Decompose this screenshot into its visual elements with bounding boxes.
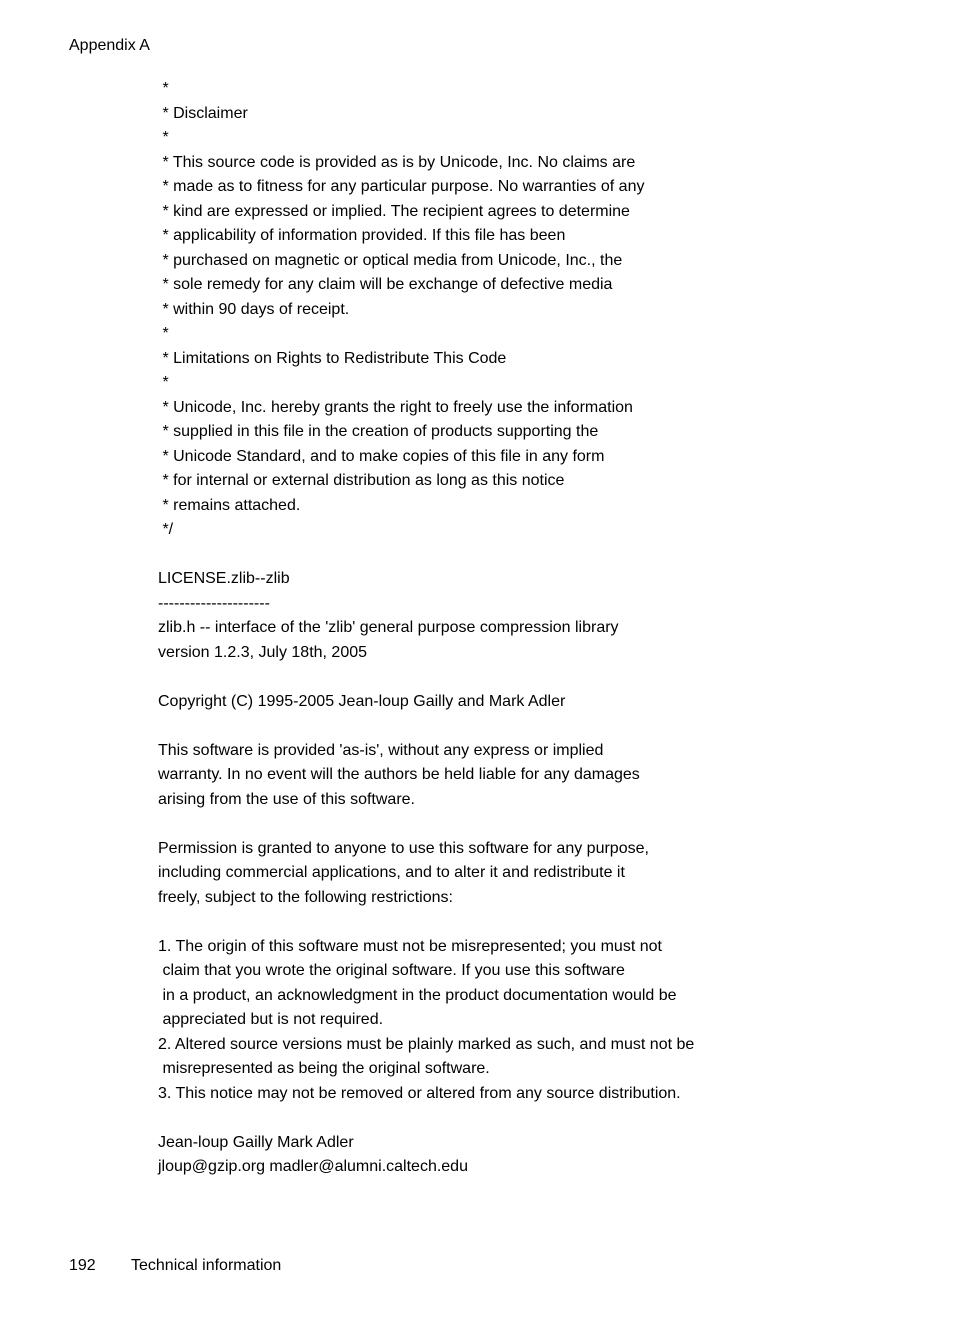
text-line: * remains attached. <box>158 496 301 514</box>
text-line: * Unicode Standard, and to make copies of this file in any form <box>158 447 605 465</box>
text-line: * within 90 days of receipt. <box>158 300 350 318</box>
text-line: * <box>158 129 169 146</box>
blank-line <box>158 714 898 739</box>
text-line: * This source code is provided as is by Unicode, Inc. No claims are <box>158 153 636 171</box>
text-line: * for internal or external distribution as long as this notice <box>158 472 565 489</box>
text-line: * supplied in this file in the creation of products supporting the <box>158 423 599 440</box>
text-line: * made as to fitness for any particular purpose. No warranties of any <box>158 178 645 195</box>
text-line: jloup@gzip.org madler@alumni.caltech.edu <box>158 1158 468 1175</box>
text-line: 2. Altered source versions must be plainly marked as such, and must not be <box>158 1035 695 1053</box>
text-line: 3. This notice may not be removed or altered from any source distribution. <box>158 1084 681 1102</box>
text-line: * <box>158 374 169 391</box>
license-text-body <box>158 77 898 1180</box>
text-line: * <box>158 80 169 97</box>
text-line: Copyright (C) 1995-2005 Jean-loup Gailly and Mark Adler <box>158 692 566 710</box>
page-footer <box>69 1256 281 1276</box>
text-line: * applicability of information provided. If this file has been <box>158 227 566 244</box>
blank-line <box>158 812 898 837</box>
text-line: * kind are expressed or implied. The recipient agrees to determine <box>158 202 630 220</box>
text-line: LICENSE.zlib--zlib <box>158 570 290 587</box>
running-header: Appendix A <box>69 37 150 54</box>
text-line: claim that you wrote the original software. If you use this software <box>158 962 625 979</box>
text-line: * purchased on magnetic or optical media from Unicode, Inc., the <box>158 251 623 269</box>
text-line: Jean-loup Gailly Mark Adler <box>158 1133 354 1151</box>
text-line: zlib.h -- interface of the 'zlib' general purpose compression library <box>158 619 619 636</box>
text-line: * Unicode, Inc. hereby grants the right to freely use the information <box>158 398 633 416</box>
page-number: 192 <box>69 1257 96 1274</box>
text-line: * sole remedy for any claim will be exchange of defective media <box>158 276 613 293</box>
blank-line <box>158 910 898 935</box>
text-line: Permission is granted to anyone to use this software for any purpose, <box>158 839 649 857</box>
footer-section-title: Technical information <box>131 1257 282 1274</box>
text-line: in a product, an acknowledgment in the product documentation would be <box>158 986 677 1004</box>
text-line: * <box>158 325 169 342</box>
text-line: including commercial applications, and to alter it and redistribute it <box>158 864 625 881</box>
text-line: version 1.2.3, July 18th, 2005 <box>158 643 368 661</box>
text-line: freely, subject to the following restrictions: <box>158 888 453 906</box>
text-line: 1. The origin of this software must not be misrepresented; you must not <box>158 937 662 955</box>
text-line: warranty. In no event will the authors be held liable for any damages <box>158 766 640 783</box>
text-line: --------------------- <box>158 594 270 612</box>
blank-line <box>158 665 898 690</box>
text-line: misrepresented as being the original software. <box>158 1060 490 1077</box>
text-line: * Disclaimer <box>158 104 248 122</box>
text-line: appreciated but is not required. <box>158 1011 384 1028</box>
text-line: arising from the use of this software. <box>158 790 415 808</box>
text-line: */ <box>158 521 174 538</box>
text-line: * Limitations on Rights to Redistribute This Code <box>158 349 507 367</box>
blank-line <box>158 1106 898 1131</box>
blank-line <box>158 543 898 568</box>
text-line: This software is provided 'as-is', without any express or implied <box>158 741 604 759</box>
